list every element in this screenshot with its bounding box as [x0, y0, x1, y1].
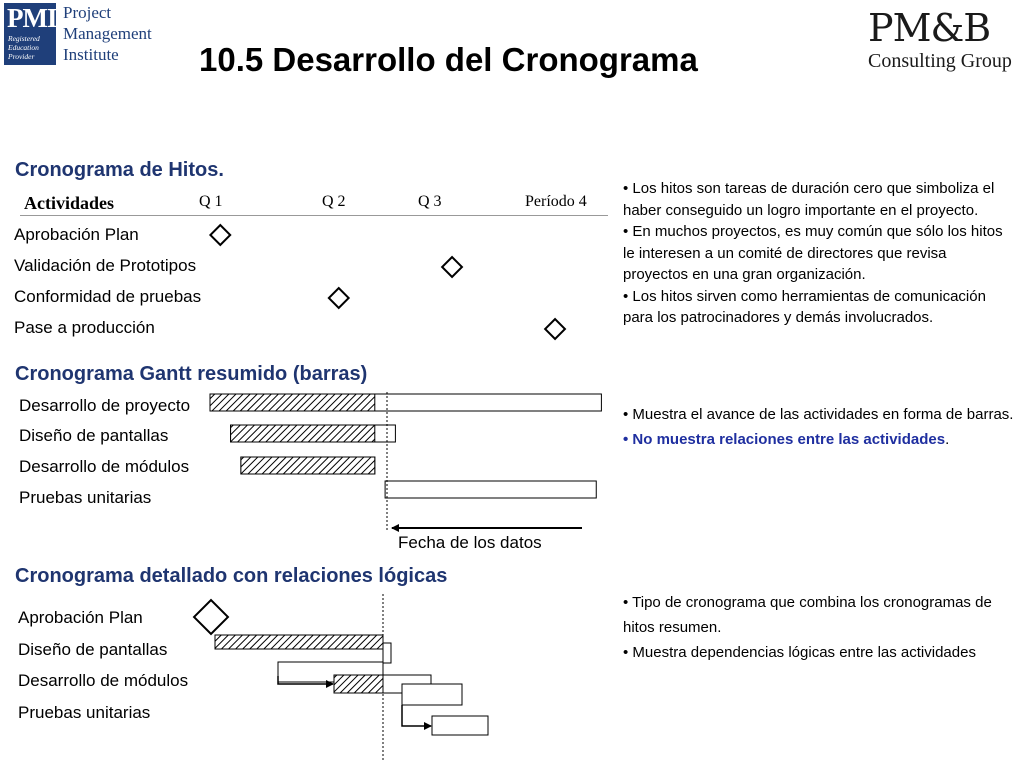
detailed-title: Cronograma detallado con relaciones lógicas: [15, 565, 448, 587]
note-item: • En muchos proyectos, es muy común que sólo los hitos le interesen a un comité de directores que revisa proyectos en una gran organización.: [623, 223, 1003, 283]
gantt-bar-progress: [231, 425, 375, 442]
detailed-milestone-diamond: [194, 600, 228, 634]
detailed-bar-remaining: [383, 643, 391, 663]
gantt-bar: [385, 481, 596, 498]
pmi-logo-line: Institute: [63, 45, 119, 64]
note-item: • Tipo de cronograma que combina los cronogramas de hitos resumen.: [623, 594, 992, 636]
milestones-col-q3: Q 3: [418, 193, 442, 210]
pmi-sub-line: Registered: [8, 34, 40, 43]
detailed-row-label: Aprobación Plan: [18, 608, 143, 627]
detailed-bar-progress: [334, 675, 383, 693]
note-item: • Muestra el avance de las actividades en forma de barras.: [623, 406, 1014, 423]
pmi-logo-line: Management: [63, 24, 152, 43]
page-title: 10.5 Desarrollo del Cronograma: [199, 41, 698, 78]
pmi-mark-text: PMI: [7, 3, 57, 33]
highlight-text: • No muestra relaciones entre las actividades: [623, 431, 946, 448]
gantt-row-label: Desarrollo de módulos: [19, 457, 190, 476]
dependency-arrow: [402, 705, 431, 726]
milestones-col-q1: Q 1: [199, 193, 223, 210]
milestone-diamond: [329, 288, 349, 308]
gantt-bars: [210, 394, 601, 498]
gantt-row-label: Diseño de pantallas: [19, 426, 169, 445]
gantt-bar-progress: [241, 457, 375, 474]
milestone-diamond: [442, 257, 462, 277]
detailed-bar: [432, 716, 488, 735]
note-item: • Los hitos sirven como herramientas de comunicación para los patrocinadores y demás involucrados.: [623, 287, 986, 326]
milestone-diamond: [210, 225, 230, 245]
highlight-suffix: .: [945, 431, 950, 448]
milestone-row-label: Validación de Prototipos: [14, 256, 197, 275]
gantt-bar-progress: [210, 394, 375, 411]
milestone-row-label: Pase a producción: [14, 318, 155, 337]
milestone-row-label: Conformidad de pruebas: [14, 287, 202, 306]
gantt-row-label: Pruebas unitarias: [19, 488, 152, 507]
pmi-logo-line: Project: [63, 3, 112, 22]
gantt-row-label: Desarrollo de proyecto: [19, 396, 191, 415]
note-item: • Muestra dependencias lógicas entre las actividades: [623, 644, 976, 661]
detailed-bar-progress: [215, 635, 383, 649]
pmi-sub-line: Education: [8, 43, 39, 52]
milestones-col-q2: Q 2: [322, 193, 346, 210]
gantt-title: Cronograma Gantt resumido (barras): [15, 363, 368, 385]
pmi-sub-line: Provider: [8, 52, 35, 61]
pmb-logo-name: PM&B: [868, 6, 991, 50]
milestone-diamond: [545, 319, 565, 339]
pmb-logo-subtitle: Consulting Group: [868, 50, 1012, 72]
milestone-diamonds: [210, 225, 565, 339]
detailed-row-label: Desarrollo de módulos: [18, 671, 189, 690]
detailed-row-label: Diseño de pantallas: [18, 640, 168, 659]
note-item: • Los hitos son tareas de duración cero que simboliza el haber conseguido un logro importante en el proyecto.: [623, 180, 995, 219]
milestone-row-label: Aprobación Plan: [14, 225, 139, 244]
detailed-row-label: Pruebas unitarias: [18, 703, 151, 722]
milestones-col-period4: Período 4: [525, 193, 587, 210]
data-date-label: Fecha de los datos: [398, 533, 542, 552]
detailed-bar-outline: [402, 684, 462, 705]
milestones-col-activities: Actividades: [24, 193, 114, 213]
milestones-title: Cronograma de Hitos.: [15, 159, 224, 181]
